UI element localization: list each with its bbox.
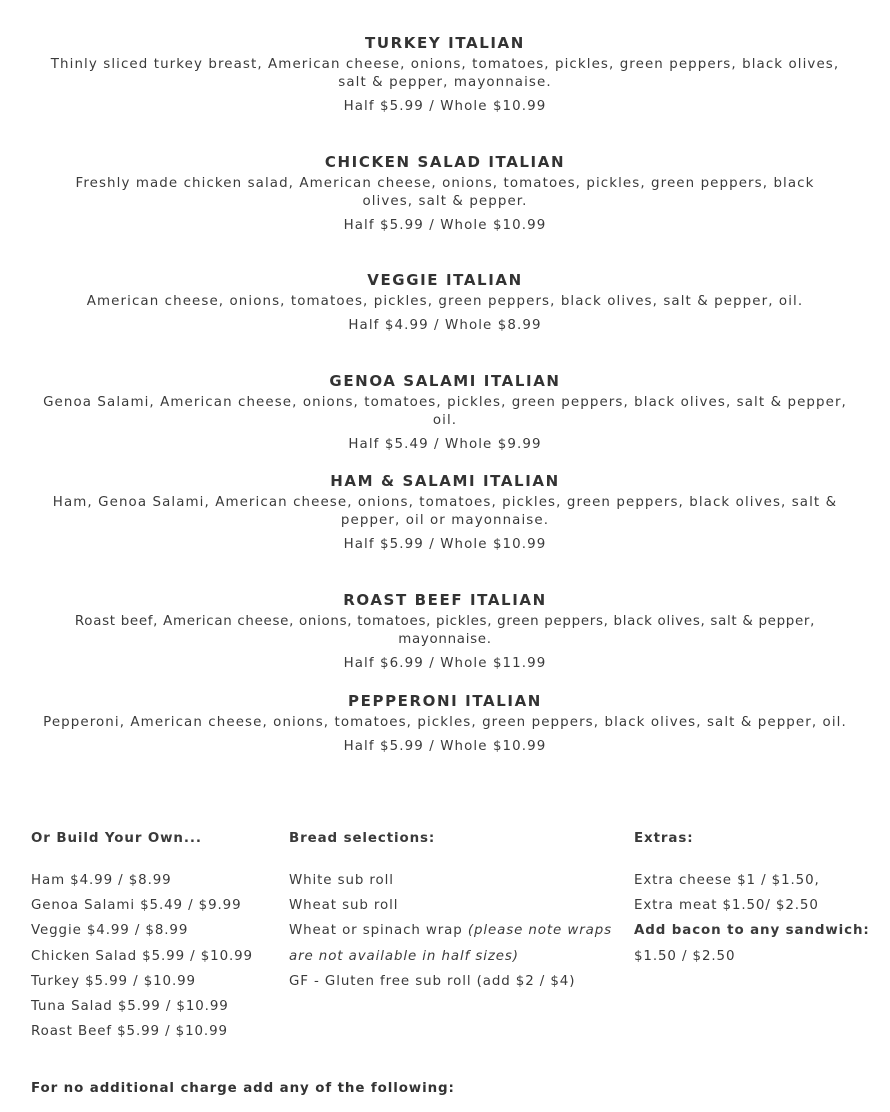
bread-option-gluten-free: GF - Gluten free sub roll (add $2 / $4) bbox=[289, 973, 576, 989]
extras-heading: Extras: bbox=[634, 831, 694, 846]
build-your-own-heading: Or Build Your Own... bbox=[31, 831, 202, 846]
item-title: CHICKEN SALAD ITALIAN bbox=[324, 153, 566, 171]
item-price: Half $5.99 / Whole $10.99 bbox=[343, 99, 547, 114]
no-charge-addons-heading: For no additional charge add any of the following: bbox=[31, 1081, 455, 1096]
item-price: Half $5.99 / Whole $10.99 bbox=[343, 739, 547, 754]
item-price: Half $5.49 / Whole $9.99 bbox=[348, 437, 542, 452]
build-your-own-section bbox=[31, 829, 253, 1044]
extras-section bbox=[634, 829, 870, 969]
item-title: PEPPERONI ITALIAN bbox=[348, 692, 542, 710]
item-title: VEGGIE ITALIAN bbox=[367, 271, 523, 289]
item-title: GENOA SALAMI ITALIAN bbox=[329, 372, 561, 390]
menu-item-chicken-salad-italian bbox=[30, 152, 860, 235]
item-price: Half $6.99 / Whole $11.99 bbox=[343, 656, 547, 671]
bread-option-wrap-label: Wheat or spinach wrap bbox=[289, 923, 468, 939]
menu-item-roast-beef-italian bbox=[30, 590, 860, 673]
list-item: Genoa Salami $5.49 / $9.99 bbox=[31, 898, 242, 914]
item-description: American cheese, onions, tomatoes, pickles, green peppers, black olives, salt & pepper, oil. bbox=[86, 294, 804, 309]
item-price: Half $5.99 / Whole $10.99 bbox=[343, 537, 547, 552]
item-price: Half $4.99 / Whole $8.99 bbox=[348, 318, 542, 333]
bread-option-white: White sub roll bbox=[289, 873, 394, 888]
item-description: Pepperoni, American cheese, onions, tomatoes, pickles, green peppers, black olives, salt & pepper, oil. bbox=[43, 715, 847, 730]
list-item: Roast Beef $5.99 / $10.99 bbox=[31, 1024, 228, 1040]
list-item: Veggie $4.99 / $8.99 bbox=[31, 923, 189, 939]
list-item: Ham $4.99 / $8.99 bbox=[31, 873, 172, 888]
item-title: HAM & SALAMI ITALIAN bbox=[330, 472, 560, 490]
menu-item-genoa-salami-italian bbox=[30, 371, 860, 454]
extra-cheese: Extra cheese $1 / $1.50, bbox=[634, 873, 820, 888]
menu-item-ham-salami-italian bbox=[30, 471, 860, 554]
wrap-note: (please note wraps bbox=[467, 923, 612, 939]
bread-heading: Bread selections: bbox=[289, 831, 436, 846]
bacon-price: $1.50 / $2.50 bbox=[634, 948, 736, 964]
item-description: Freshly made chicken salad, American cheese, onions, tomatoes, pickles, green peppers, black olives, salt & pepper. bbox=[75, 176, 815, 209]
list-item: Tuna Salad $5.99 / $10.99 bbox=[31, 999, 229, 1015]
item-description: Ham, Genoa Salami, American cheese, onions, tomatoes, pickles, green peppers, black olives, salt & pepper, oil or mayonnaise. bbox=[52, 495, 838, 528]
wrap-note-continued: are not available in half sizes) bbox=[289, 948, 519, 964]
list-item: Chicken Salad $5.99 / $10.99 bbox=[31, 948, 253, 964]
menu-item-veggie-italian bbox=[30, 270, 860, 335]
item-title: ROAST BEEF ITALIAN bbox=[343, 591, 547, 609]
menu-item-pepperoni-italian bbox=[30, 691, 860, 756]
bacon-label: Add bacon to any sandwich: bbox=[634, 923, 870, 939]
bread-option-wheat: Wheat sub roll bbox=[289, 898, 399, 914]
list-item: Turkey $5.99 / $10.99 bbox=[31, 973, 196, 989]
bread-section bbox=[289, 829, 612, 994]
bread-option-wrap bbox=[289, 918, 612, 943]
item-description: Roast beef, American cheese, onions, tomatoes, pickles, green peppers, black olives, salt & pepper, mayonnaise. bbox=[74, 614, 816, 647]
extra-meat: Extra meat $1.50/ $2.50 bbox=[634, 898, 819, 914]
item-description: Genoa Salami, American cheese, onions, tomatoes, pickles, green peppers, black olives, salt & pepper, oil. bbox=[43, 395, 847, 428]
item-description: Thinly sliced turkey breast, American cheese, onions, tomatoes, pickles, green peppers, black olives, salt & pepper, mayonnaise. bbox=[50, 57, 840, 90]
item-title: TURKEY ITALIAN bbox=[365, 34, 525, 52]
item-price: Half $5.99 / Whole $10.99 bbox=[343, 218, 547, 233]
menu-item-turkey-italian bbox=[30, 33, 860, 116]
